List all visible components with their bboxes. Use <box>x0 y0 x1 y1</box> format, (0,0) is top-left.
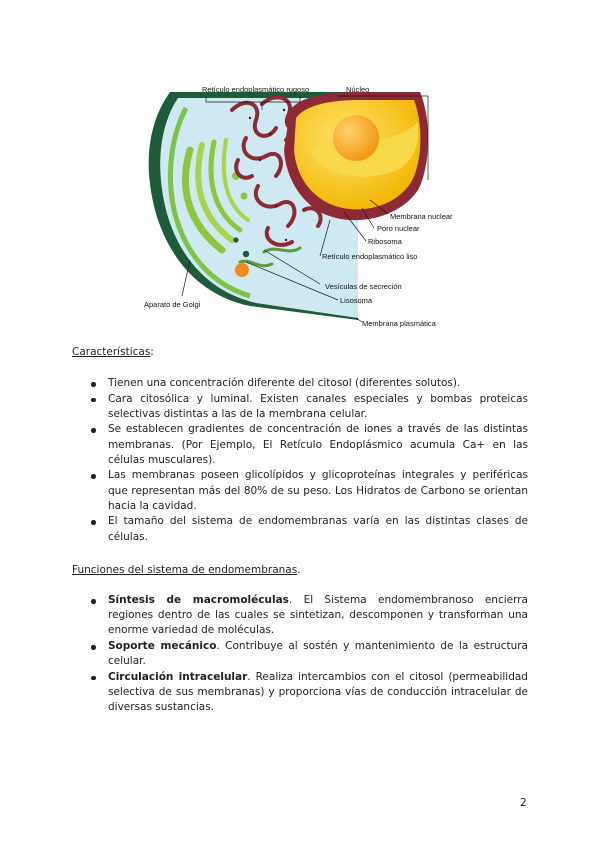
label-rough-er: Retículo endoplasmático rugoso <box>202 85 310 94</box>
function-term: Soporte mecánico <box>108 640 217 652</box>
list-item: El tamaño del sistema de endomembranas varía en las distintas clases de células. <box>72 514 528 544</box>
label-smooth-er: Retículo endoplasmático liso <box>322 252 418 261</box>
list-item: Se establecen gradientes de concentración de iones a través de las distintas membranas. (Por Ejemplo, El Retículo Endoplásmico acumula Ca+ en las células musculares). <box>72 422 528 468</box>
secretion-vesicle <box>233 237 238 242</box>
list-item <box>72 670 528 716</box>
list-item: Tienen una concentración diferente del citosol (diferentes solutos). <box>72 376 528 391</box>
list-item <box>72 639 528 669</box>
function-text: . Realiza intercambios con el citosol (permeabilidad selectiva de sus membranas) y proporciona vías de conducción intracelular de diversas sustancias. <box>108 670 528 714</box>
label-nucleus: Núcleo <box>346 85 370 94</box>
list-item <box>72 593 528 639</box>
function-term: Síntesis de macromoléculas <box>108 594 289 606</box>
label-lysosome: Lisosoma <box>340 296 373 305</box>
nucleolus <box>333 115 379 161</box>
label-ribosome: Ribosoma <box>368 237 402 246</box>
cell-diagram <box>0 0 600 340</box>
label-nuclear-membrane: Membrana nuclear <box>390 212 453 221</box>
list-item: Cara citosólica y luminal. Existen canales especiales y bombas proteicas selectivas distintas a las de la membrana celular. <box>72 392 528 422</box>
lysosome-shape <box>235 263 249 277</box>
list-item: Las membranas poseen glicolípidos y glicoproteínas integrales y periféricas que representan más del 80% de su peso. Los Hidratos de Carbono se orientan hacia la cavidad. <box>72 468 528 514</box>
label-plasma-membrane: Membrana plasmática <box>362 319 436 328</box>
function-text: . El Sistema endomembranoso encierra regiones dentro de las cuales se sintetizan, descomponen y transforman una enorme variedad de moléculas. <box>108 594 528 637</box>
functions-heading: Funciones del sistema de endomembranas. <box>72 564 301 576</box>
secretion-vesicle <box>243 251 249 257</box>
page-number: 2 <box>520 797 527 809</box>
function-term: Circulación intracelular <box>108 670 248 683</box>
function-text: . Contribuye al sostén y mantenimiento de la estructura celular. <box>108 640 528 668</box>
label-golgi: Aparato de Golgi <box>144 300 201 309</box>
functions-list <box>72 593 528 716</box>
characteristics-heading: Características: <box>72 346 154 358</box>
characteristics-list <box>72 376 528 545</box>
label-nuclear-pore: Poro nuclear <box>377 224 420 233</box>
label-secretion-vesicles: Vesículas de secreción <box>325 282 402 291</box>
